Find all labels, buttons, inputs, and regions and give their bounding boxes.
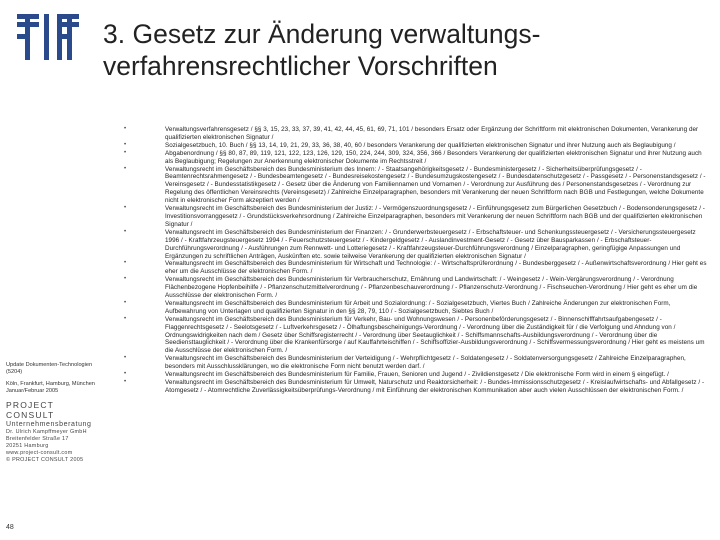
update-title: Update Dokumenten-Technologien (5204) (6, 362, 93, 376)
bullet-icon: • (124, 141, 127, 148)
list-item (124, 228, 710, 261)
list-item-text: Abgabenordnung / §§ 80, 87, 89, 119, 121, 122, 123, 126, 129, 150, 224, 244, 309, 324, 356, 366 / Besonders Verankerung der qualifizierten elektronischen Signatur und ihrer Nutzung auch als Beglaubigung; Regelungen zur Anerkennung elektronischer Dokumente im Rechtsstreit / (165, 149, 702, 165)
company-subtitle: Unternehmensberatung (6, 420, 92, 428)
bullet-icon: • (124, 149, 127, 156)
bullet-icon: • (124, 315, 127, 322)
list-item (124, 355, 710, 371)
page-title: 3. Gesetz zur Änderung verwaltungs-verfahrensrechtlicher Vorschriften (103, 19, 541, 81)
bullet-icon: • (124, 126, 127, 132)
list-item (124, 379, 710, 395)
project-consult-logo (17, 12, 91, 62)
list-item (124, 260, 710, 276)
company-city: 20251 Hamburg (6, 442, 49, 449)
list-item (124, 276, 710, 300)
list-item-text: Verwaltungsrecht im Geschäftsbereich des Bundesministerium für Arbeit und Sozialordnung: / - Sozialgesetzbuch, Viertes Buch / Zahlreiche Änderungen zur elektronischen Form, Aufbewahrung von Unterlagen und qualifizierten Signatur in den §§ 28, 79, 110 / - Sozialgesetzbuch, Siebtes Buch / (165, 299, 671, 315)
bullet-icon: • (124, 276, 127, 283)
list-item-text: Verwaltungsrecht im Geschäftsbereich des Bundesministerium für Wirtschaft und Technologie: / - Wirtschaftsprüferordnung / - Bundesberggesetz / - Außenwirtschaftsverordnung / Hier geht es eher um die Ausschlüsse der elektronischen Form. / (165, 260, 707, 276)
event-date: Januar/Februar 2005 (6, 388, 59, 395)
list-item-text: Verwaltungsrecht im Geschäftsbereich des Bundesministerium für Verbraucherschutz, Ernährung und Landwirtschaft: / - Weingesetz / - Wein-Vergärungsverordnung / - Verordnung Flächenbezogene Hopfenbeihilfe / - Pflanzenschutzmittelverordnung / - Pflanzenbeschauverordnung / - Pflanzenschutz-Verordnung / - Fischseuchen-Verordnung / Hier geht es eher um die Ausschlüsse der elektronischen Form. / (165, 276, 698, 300)
list-item-text: Verwaltungsrecht im Geschäftsbereich des Bundesministerium für Umwelt, Naturschutz und Reaktorsicherheit: / - Bundes-Immissionsschutzgesetz / - Kreislaufwirtschafts- und Abfallgesetz / - Atomgesetz / - Atomrechtliche Zuverlässigkeitsüberprüfungs-Verordnung / mit Einführung der elektronischen Kommunikation aber auch vielen Ausschlüssen der elektronischen Form. / (165, 379, 705, 394)
list-item (124, 315, 710, 356)
copyright: © PROJECT CONSULT 2005 (6, 456, 84, 463)
list-item (124, 126, 710, 142)
bullet-icon: • (124, 165, 127, 172)
page-number: 48 (6, 524, 14, 531)
list-item (124, 141, 710, 150)
list-item-text: Verwaltungsrecht im Geschäftsbereich des Bundesministerium der Justiz: / - Vermögenszuordnungsgesetz / - Einführungsgesetz zum Bürgerlichen Gesetzbuch / - Bodensonderungsgesetz / - Investitionsvorranggesetz / - Grundstücksverkehrsordnung / Zahlreiche Einzelparagraphen, besonders mit Verankerung der neuen Schriftform nach BGB und der qualifizierten elektronischen Signatur / (165, 205, 705, 228)
company-name: PROJECT CONSULT (6, 399, 55, 420)
list-item-text: Verwaltungsrecht im Geschäftsbereich des Bundesministerium der Finanzen: / - Grunderwerbsteuergesetz / - Erbschaftsteuer- und Schenkungssteuergesetz / - Versicherungssteuergesetz 1996 / - Kraftfahrzeugsteuergesetz 1994 / - Feuerschutzsteuergesetz / - Kindergeldgesetz / - Auslandinvestment-Gesetz / - Gesetz über Bausparkassen / - Erbschaftsteuer-Durchführungsverordnung / - Ausführungen zum Rennwett- und Lotteriegesetz / - Kraftfahrzeugsteuer-Durchführungsverordnung / Einzelparagraphen, geringfügige Anpassungen und Ergänzungen zu schriftlichen Anträgen, Auskünften etc. sowie teilweise Verankerung der qualifizierten elektronischen Signatur / (165, 228, 696, 260)
list-item-text: Sozialgesetzbuch, 10. Buch / §§ 13, 14, 19, 21, 29, 33, 36, 38, 40, 60 / besonders Verankerung der qualifizierten elektronischen Signatur und ihrer Nutzung auch als Beglaubigung / (165, 141, 676, 149)
list-item-text: Verwaltungsverfahrensgesetz / §§ 3, 15, 23, 33, 37, 39, 41, 42, 44, 45, 61, 69, 71, 101 / besonders Ersatz oder Ergänzung der Schriftform mit elektronischen Dokumenten, Verankerung der qualifizierten elektronischen Signatur / (165, 126, 699, 141)
list-item (124, 371, 710, 379)
list-item (124, 299, 710, 316)
list-item-text: Verwaltungsrecht im Geschäftsbereich des Bundesministerium für Familie, Frauen, Senioren und Jugend / - Zivildienstgesetz / Die elektronische Form wird in einem § eingefügt. / (165, 371, 669, 379)
list-item-text: Verwaltungsrecht im Geschäftsbereich des Bundesministerium für Verkehr, Bau- und Wohnungswesen / - Personenbeförderungsgesetz / - Binnenschifffahrtsaufgabengesetz / - Flaggenrechtsgesetz / - Seelotsgesetz / - Luftverkehrsgesetz / - Ölhaftungsbescheinigungs-Verordnung / - Verordnung über die Zuständigkeit für / die Verfolgung und Ahndung von / Ordnungswidrigkeiten nach dem / Gesetz über Schiffsregisterrecht / - Verordnung über Seetauglichkeit / - Schiffsmannschafts-Ausbildungsverordnung / - Verordnung über die Seediensttauglichkeit / - Verordnung über die Krankenfürsorge / auf Kauffahrteischiffen / - Schiffsoffizier-Ausbildungsverordnung / - Schiffsvermessungsverordnung / Hier geht es meistens um die Ausschlüsse der elektronischen Form. / (165, 315, 705, 355)
bullet-icon: • (124, 371, 127, 378)
company-website[interactable]: www.project-consult.com (6, 449, 73, 456)
bullet-icon: • (124, 228, 127, 235)
bullet-icon: • (124, 299, 127, 306)
company-person: Dr. Ulrich Kampffmeyer GmbH (6, 428, 87, 435)
list-item-text: Verwaltungsrecht im Geschäftsbereich des Bundesministerium des Innern: / - Staatsangehörigkeitsgesetz / - Bundesministergesetz / - Sicherheitsüberprüfungsgesetz / - Beamtenrechtsrahmengesetz / - Bundesbeamtengesetz / - Bundesreisekostengesetz / - Bundesumzugskostengesetz / - Bundesdatenschutzgesetz / - Passgesetz / - Personenstandsgesetz / - Vereinsgesetz / - Bundesstatistikgesetz / - Gesetz über die Änderung von Familiennamen und Vornamen / - Verordnung zur Ausführung des / Personenstandsgesetzes / - Verordnung zur Regelung des öffentlichen Vereinsrechts (Vereinsgesetz) / Zahlreiche Einzelparagraphen, besonders mit Verankerung der neuen Schriftform nach BGB und Festlegungen, welche Dokumente nicht in elektronischer Form akzeptiert werden / (165, 165, 706, 205)
list-item-text: Verwaltungsrecht im Geschäftsbereich des Bundesministerium der Verteidigung / - Wehrpflichtgesetz / - Soldatengesetz / - Soldatenversorgungsgesetz / Zahlreiche Einzelparagraphen, besonders mit Ausschlussklärungen, wo die elektronische Form nicht benutzt werden darf. / (165, 355, 686, 371)
list-item (124, 149, 710, 166)
list-item (124, 205, 710, 229)
bullet-icon: • (124, 260, 127, 267)
change-list (124, 126, 710, 395)
bullet-icon: • (124, 355, 127, 362)
list-item (124, 165, 710, 206)
locations: Köln, Frankfurt, Hamburg, München (6, 380, 95, 387)
bullet-icon: • (124, 379, 127, 385)
company-street: Breitenfelder Straße 17 (6, 435, 69, 442)
sidebar-info (6, 362, 96, 464)
bullet-icon: • (124, 205, 127, 212)
